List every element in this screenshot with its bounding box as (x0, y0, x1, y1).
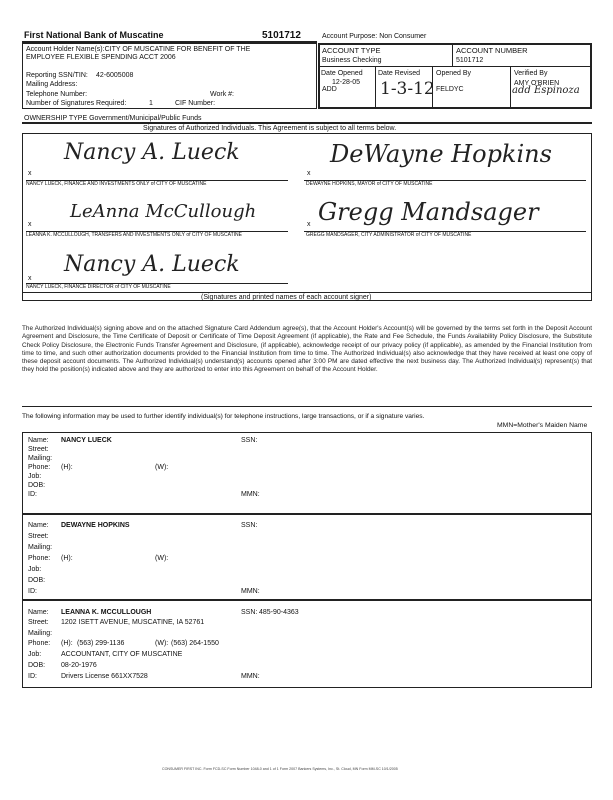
person-block-3 (22, 600, 592, 688)
ssn-value: 485-90-4363 (259, 609, 299, 616)
dob-value: 08-20-1976 (61, 662, 97, 669)
mailing-label: Mailing: (28, 544, 53, 551)
signature-caption-2: DEWAYNE HOPKINS, MAYOR of CITY OF MUSCATINE (306, 181, 433, 187)
dob-label: DOB: (28, 662, 46, 669)
date-revised-label: Date Revised (378, 70, 421, 77)
id-label: ID: (28, 491, 37, 498)
ssn-label: SSN: (241, 437, 258, 444)
mmn-note: MMN=Mother's Maiden Name (497, 422, 588, 429)
signature-caption-4: GREGG MANDSAGER, CITY ADMINISTRATOR of CITY OF MUSCATINE (306, 232, 472, 238)
person-name: NANCY LUECK (61, 437, 112, 444)
account-type-label: ACCOUNT TYPE (322, 46, 381, 55)
phone-work-label: (W): (155, 555, 169, 562)
street-label: Street: (28, 446, 49, 453)
signature-mark-5: x (28, 275, 32, 282)
signature-caption-5: NANCY LUECK, FINANCE DIRECTOR of CITY OF MUSCATINE (26, 284, 171, 290)
signature-footer: (Signatures and printed names of each account signer) (201, 294, 372, 301)
account-number-label: ACCOUNT NUMBER (456, 46, 528, 55)
signature-mark-2: x (307, 170, 311, 177)
holder-name-line1: Account Holder Name(s):CITY OF MUSCATINE FOR BENEFIT OF THE (26, 46, 251, 53)
signature-header: Signatures of Authorized Individuals. This Agreement is subject to all terms below. (143, 125, 397, 132)
account-type-value: Business Checking (322, 57, 382, 64)
bank-name: First National Bank of Muscatine (24, 30, 164, 40)
phone-home-label: (H): (61, 555, 73, 562)
person-name: LEANNA K. MCCULLOUGH (61, 609, 152, 616)
phone-work-value: (563) 264-1550 (171, 640, 219, 647)
opened-by-value: FELDYC (436, 86, 464, 93)
id-label: ID: (28, 673, 37, 680)
signatures-required-value: 1 (149, 100, 153, 107)
job-label: Job: (28, 566, 42, 573)
mmn-label: MMN: (241, 588, 260, 595)
phone-home-value: (563) 299-1136 (77, 640, 125, 647)
verified-by-value: AMY O'BRIEN (514, 80, 560, 87)
agreement-text: The Authorized Individual(s) signing above and on the attached Signature Card Addendum agree(s), that the Account Holder's Account(s) will be governed by the terms set forth in the Deposit Account Agreement and Disclosure, the Time Certificate of Deposit or Certificate of Time Deposit Agreement (if applicable), the Rate and Fee Schedule, the Funds Availability Policy Disclosure, the Substitute Check Policy Disclosure, the Electronic Funds Transfer Agreement and Disclosure, (if applicable), acknowledge receipt of our privacy policy (if applicable), as amended by the Financial Institution from time to time, and such other authorization documents provided to the Financial Institution from time to time. The Authorized Individual(s) also acknowledge that they have received at least one copy of these deposit account documents. The Authorized Individual(s) understand(s) accounts opened after 3:00 PM are dated effective the next business day. The Authorized Individual(s) represent(s) that they hold the position(s) indicated above and they are authorized to enter into this Agreement on behalf of the Account Holder. (22, 325, 592, 374)
date-opened-label: Date Opened (321, 70, 363, 77)
signature-5: Nancy A. Lueck (64, 252, 240, 277)
verified-by-note: add Espinoza (512, 85, 580, 96)
phone-work-label: (W): (155, 640, 169, 647)
signature-caption-1: NANCY LUECK, FINANCE AND INVESTMENTS ONLY of CITY OF MUSCATINE (26, 181, 207, 187)
date-revised-value: 1-3-12 (380, 79, 435, 99)
verified-by-label: Verified By (514, 70, 548, 77)
form-footer: CONSUMER FIRST INC. Form FCD-SC Form Number 1048-0 and 1 of 1 Form 2007 Bankers Systems, Inc., St. Cloud, MN Form MM-SC 10/1/2005 (162, 767, 398, 771)
cif-label: CIF Number: (175, 100, 216, 107)
dob-label: DOB: (28, 577, 46, 584)
signature-mark-3: x (28, 221, 32, 228)
mmn-label: MMN: (241, 491, 260, 498)
phone-label: Phone: (28, 555, 51, 562)
name-label: Name: (28, 609, 49, 616)
phone-home-label: (H): (61, 640, 73, 647)
name-label: Name: (28, 522, 49, 529)
ssn-label: SSN: (241, 609, 258, 616)
account-number-top: 5101712 (262, 30, 301, 41)
opened-by-label: Opened By (436, 70, 472, 77)
signatures-required-label: Number of Signatures Required: (26, 100, 127, 107)
info-line: The following information may be used to further identify individual(s) for telephone instructions, large transactions, or if a signature varies. (22, 413, 425, 420)
mailing-label: Mailing: (28, 455, 53, 462)
name-label: Name: (28, 437, 49, 444)
work-label: Work #: (210, 91, 234, 98)
holder-name-line2: EMPLOYEE FLEXIBLE SPENDING ACCT 2006 (26, 54, 176, 61)
ssn-label: Reporting SSN/TIN: (26, 72, 88, 79)
signature-4: Gregg Mandsager (318, 198, 539, 226)
signature-caption-3: LEANNA K. MCCULLOUGH, TRANSFERS AND INVESTMENTS ONLY of CITY OF MUSCATINE (26, 232, 242, 238)
ownership-type: OWNERSHIP TYPE Government/Municipal/Public Funds (24, 115, 202, 122)
date-opened-note: ADD (322, 86, 337, 93)
account-purpose: Account Purpose: Non Consumer (322, 33, 427, 40)
signature-mark-1: x (28, 170, 32, 177)
person-block-2 (22, 514, 592, 600)
job-value: ACCOUNTANT, CITY OF MUSCATINE (61, 651, 183, 658)
id-value: Drivers License 661XX7528 (61, 673, 148, 680)
dob-label: DOB: (28, 482, 46, 489)
ssn-value: 42-6005008 (96, 72, 134, 79)
street-value: 1202 ISETT AVENUE, MUSCATINE, IA 52761 (61, 619, 205, 626)
phone-label: Phone: (28, 464, 51, 471)
signature-mark-4: x (307, 221, 311, 228)
mmn-label: MMN: (241, 673, 260, 680)
mailing-label: Mailing: (28, 630, 53, 637)
street-label: Street: (28, 533, 49, 540)
job-label: Job: (28, 651, 42, 658)
street-label: Street: (28, 619, 49, 626)
signature-2: DeWayne Hopkins (330, 140, 552, 168)
id-label: ID: (28, 588, 37, 595)
mailing-address-label: Mailing Address: (26, 81, 78, 88)
job-label: Job: (28, 473, 42, 480)
phone-label: Phone: (28, 640, 51, 647)
date-opened-value: 12-28-05 (332, 79, 361, 86)
phone-home-label: (H): (61, 464, 73, 471)
ssn-label: SSN: (241, 522, 258, 529)
person-block-1 (22, 432, 592, 514)
signature-1: Nancy A. Lueck (64, 140, 240, 165)
signature-3: LeAnna McCullough (70, 201, 257, 222)
telephone-label: Telephone Number: (26, 91, 88, 98)
phone-work-label: (W): (155, 464, 169, 471)
person-name: DEWAYNE HOPKINS (61, 522, 130, 529)
account-number-value: 5101712 (456, 57, 484, 64)
